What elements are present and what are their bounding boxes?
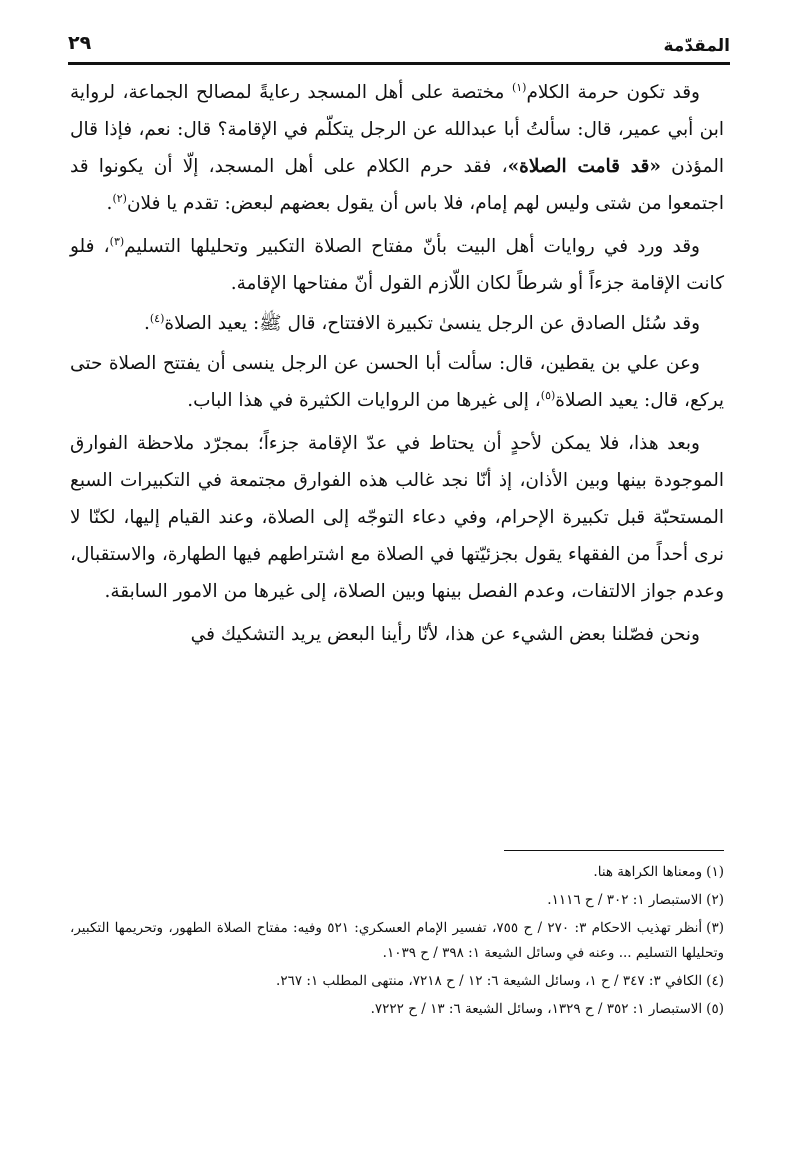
text-run: وقد تكون حرمة الكلام [526,82,700,103]
footnote-mark: (١) [706,864,724,880]
footnote-text: أنظر تهذيب الاحكام ٣: ٢٧٠ / ح ٧٥٥، تفسير الإمام العسكري: ٥٢١ وفيه: مفتاح الصلاة الطهور، وتحريمها التكبير، وتحليلها التسليم ... وعنه في وسائل الشيعة ١: ٣٩٨ / ح ١٠٣٩. [70,920,724,961]
footnote-separator [504,850,724,851]
text-run: مختصة على أهل المسجد رعايةً لمصالح الجماعة، لرواية ابن أبي عمير، قال: سألتُ أبا عبدالله عن الرجل يتكلّم في الإقامة؟ قال: نعم، فإذا قال المؤذن [70,82,725,177]
footnote-text: الاستبصار ١: ٣٥٢ / ح ١٣٢٩، وسائل الشيعة ٦: ١٣ / ح ٧٢٢٢. [370,1001,703,1017]
paragraph [70,425,724,610]
paragraph [70,616,724,653]
quoted-phrase: «قد قامت الصلاة» [507,156,661,177]
footnote [70,860,724,885]
text-run: . [143,313,150,334]
footnote-mark: (٤) [706,973,724,989]
footnote-mark: (٥) [706,1001,724,1017]
footnote-mark: (٣) [706,920,724,936]
text-run: وعن علي بن يقطين، قال: سألت أبا الحسن عن الرجل ينسى أن يفتتح الصلاة حتى يركع، قال: يعيد الصلاة [70,353,724,411]
footnote-ref: (٤) [149,311,165,325]
header-rule [68,62,730,65]
footnotes [70,860,724,1025]
paragraph [70,74,724,222]
paragraph [70,305,724,342]
footnote-ref: (١) [511,80,527,94]
page-number: ٢٩ [68,32,92,54]
running-title: المقدّمة [663,36,730,56]
paragraph [70,345,724,419]
paragraph [70,228,724,302]
footnote [70,916,724,966]
text-run: . [106,193,113,214]
text-run: ، فلو كانت الإقامة جزءاً أو شرطاً لكان اللّازم القول أنّ مفتاحها الإقامة. [70,236,724,294]
text-run: ونحن فصّلنا بعض الشيء عن هذا، لأنّا رأينا البعض يريد التشكيك في [190,624,700,645]
footnote-text: الكافي ٣: ٣٤٧ / ح ١، وسائل الشيعة ٦: ١٢ / ح ٧٢١٨، منتهى المطلب ١: ٢٦٧. [276,973,703,989]
footnote [70,969,724,994]
footnote-text: ومعناها الكراهة هنا. [593,864,703,880]
footnote [70,888,724,913]
text-run: وبعد هذا، فلا يمكن لأحدٍ أن يحتاط في عدّ الإقامة جزءاً؛ بمجرّد ملاحظة الفوارق الموجودة بينها وبين الأذان، إذ أنّا نجد غالب هذه الفوارق مجتمعة في التكبيرات السبع المستحبّة قبل تكبيرة الإحرام، وفي دعاء التوجّه إلى الصلاة، وعند القيام إليها، لكنّا لا نرى أحداً من الفقهاء يقول بجزئيّتها في الصلاة مع اشتراطهم فيها الطهارة، والاستقبال، وعدم جواز الالتفات، وعدم الفصل بينها وبين الصلاة، إلى غيرها من الامور السابقة. [70,433,724,602]
footnote-mark: (٢) [706,892,724,908]
footnote-ref: (٥) [540,388,556,402]
main-text [70,74,724,659]
text-run: وقد سُئل الصادق عن الرجل ينسىٰ تكبيرة الافتتاح، قال ﷺ: يعيد الصلاة [164,313,700,334]
page-header [68,28,730,62]
footnote-ref: (٢) [112,191,127,205]
text-run: وقد ورد في روايات أهل البيت بأنّ مفتاح الصلاة التكبير وتحليلها التسليم [124,236,700,257]
footnote-text: الاستبصار ١: ٣٠٢ / ح ١١١٦. [547,892,703,908]
text-run: ، إلى غيرها من الروايات الكثيرة في هذا الباب. [187,390,541,411]
footnote [70,997,724,1022]
footnote-ref: (٣) [109,234,125,248]
text-run: ، فقد حرم الكلام على أهل المسجد، إلّا أن يكونوا قد اجتمعوا من شتى وليس لهم إمام، فلا باس أن يقول بعضهم لبعض: تقدم يا فلان [70,156,724,214]
